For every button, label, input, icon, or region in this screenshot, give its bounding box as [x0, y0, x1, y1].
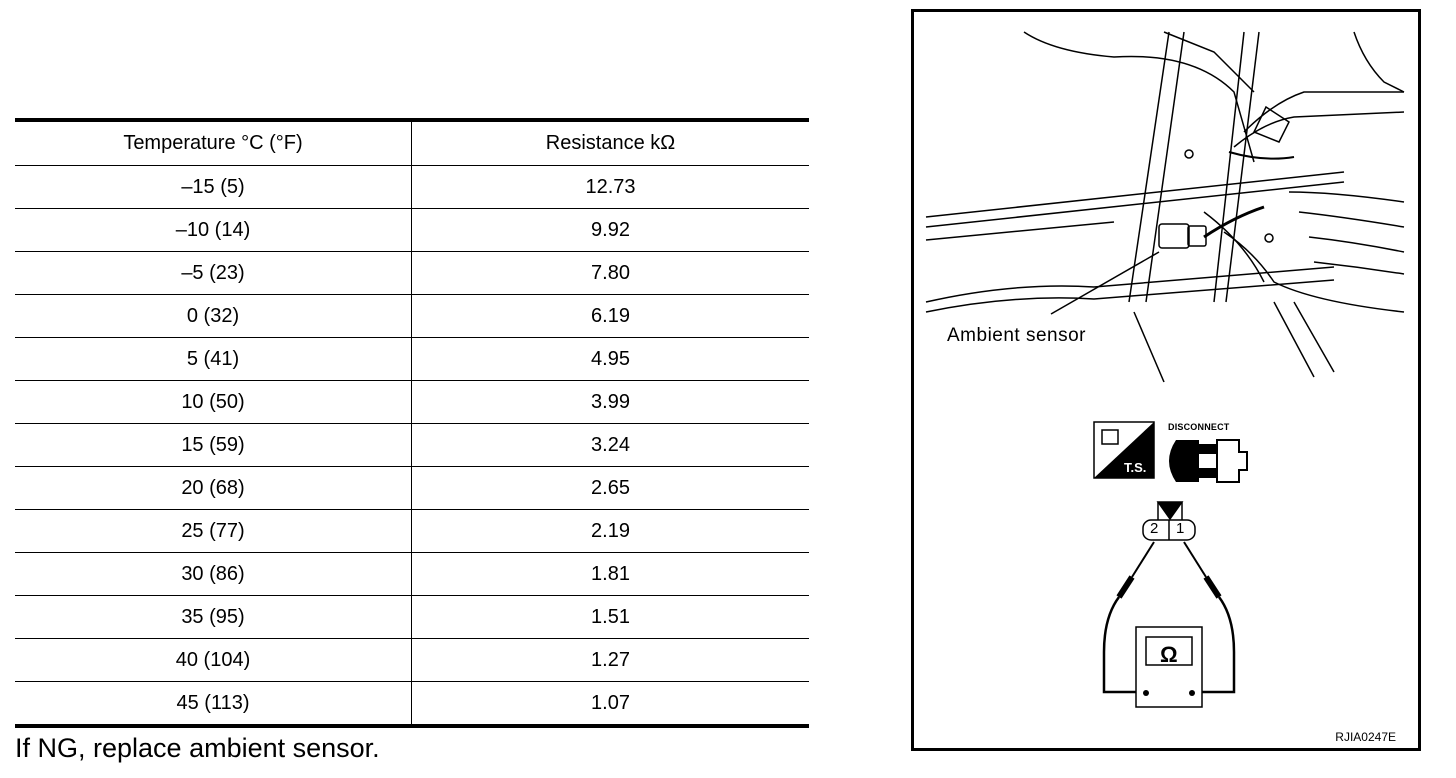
resistance-table	[15, 118, 809, 728]
temperature-cell: 30 (86)	[15, 553, 412, 596]
pin-label-1: 1	[1176, 520, 1185, 537]
temperature-cell: 45 (113)	[15, 682, 412, 727]
disconnect-label: DISCONNECT	[1168, 422, 1230, 432]
disconnect-connector-icon	[1169, 440, 1247, 482]
table-row	[15, 295, 809, 338]
sensor-illustration	[914, 12, 1418, 748]
resistance-cell: 1.27	[412, 639, 810, 682]
table-row	[15, 252, 809, 295]
table-row	[15, 424, 809, 467]
table-row	[15, 639, 809, 682]
ambient-sensor-callout: Ambient sensor	[947, 325, 1087, 346]
ambient-sensor-figure	[911, 9, 1421, 751]
resistance-cell: 2.65	[412, 467, 810, 510]
temperature-cell: 5 (41)	[15, 338, 412, 381]
resistance-cell: 7.80	[412, 252, 810, 295]
table-header-row	[15, 120, 809, 166]
pin-label-2: 2	[1150, 520, 1159, 537]
resistance-cell: 9.92	[412, 209, 810, 252]
header-temperature: Temperature °C (°F)	[15, 120, 412, 166]
instruction-note: If NG, replace ambient sensor.	[15, 733, 380, 763]
temperature-cell: –10 (14)	[15, 209, 412, 252]
table-row	[15, 467, 809, 510]
resistance-cell: 2.19	[412, 510, 810, 553]
resistance-cell: 6.19	[412, 295, 810, 338]
resistance-cell: 12.73	[412, 166, 810, 209]
resistance-cell: 4.95	[412, 338, 810, 381]
temperature-cell: 20 (68)	[15, 467, 412, 510]
table-row	[15, 682, 809, 727]
table-row	[15, 596, 809, 639]
resistance-cell: 3.24	[412, 424, 810, 467]
resistance-cell: 1.51	[412, 596, 810, 639]
temperature-cell: 25 (77)	[15, 510, 412, 553]
table-row	[15, 510, 809, 553]
resistance-cell: 1.81	[412, 553, 810, 596]
table-row	[15, 553, 809, 596]
resistance-cell: 1.07	[412, 682, 810, 727]
table-row	[15, 209, 809, 252]
table-row	[15, 166, 809, 209]
temperature-cell: 15 (59)	[15, 424, 412, 467]
ts-label: T.S.	[1124, 460, 1147, 475]
temperature-cell: 40 (104)	[15, 639, 412, 682]
ohm-icon: Ω	[1160, 642, 1178, 667]
figure-code: RJIA0247E	[1335, 730, 1396, 744]
temperature-cell: 0 (32)	[15, 295, 412, 338]
temperature-cell: –5 (23)	[15, 252, 412, 295]
table-row	[15, 381, 809, 424]
table-row	[15, 338, 809, 381]
header-resistance: Resistance kΩ	[412, 120, 810, 166]
temperature-cell: –15 (5)	[15, 166, 412, 209]
temperature-cell: 35 (95)	[15, 596, 412, 639]
temperature-cell: 10 (50)	[15, 381, 412, 424]
resistance-cell: 3.99	[412, 381, 810, 424]
